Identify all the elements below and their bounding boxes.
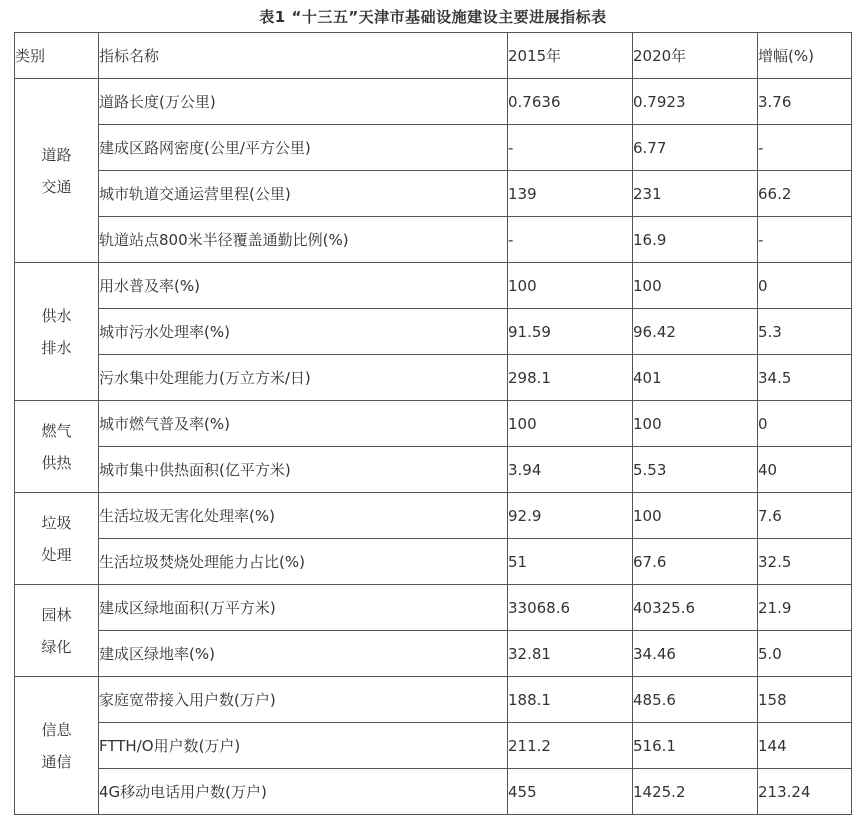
- value-2020-cell: 5.53: [633, 447, 758, 493]
- increase-cell: -: [758, 125, 852, 171]
- table-row: [15, 539, 852, 585]
- value-2015-cell: 298.1: [508, 355, 633, 401]
- indicator-name-cell: 城市集中供热面积(亿平方米): [99, 447, 508, 493]
- value-2020-cell: 401: [633, 355, 758, 401]
- indicator-name-cell: 城市轨道交通运营里程(公里): [99, 171, 508, 217]
- table-row: [15, 677, 852, 723]
- value-2015-cell: 188.1: [508, 677, 633, 723]
- value-2020-cell: 67.6: [633, 539, 758, 585]
- value-2015-cell: 100: [508, 401, 633, 447]
- increase-cell: 144: [758, 723, 852, 769]
- value-2020-cell: 96.42: [633, 309, 758, 355]
- table-row: [15, 769, 852, 815]
- increase-cell: -: [758, 217, 852, 263]
- header-indicator: 指标名称: [99, 33, 508, 79]
- category-cell: [15, 585, 99, 677]
- value-2015-cell: 0.7636: [508, 79, 633, 125]
- indicator-name-cell: 建成区路网密度(公里/平方公里): [99, 125, 508, 171]
- indicator-name-cell: 生活垃圾焚烧处理能力占比(%): [99, 539, 508, 585]
- value-2020-cell: 516.1: [633, 723, 758, 769]
- value-2020-cell: 16.9: [633, 217, 758, 263]
- header-row: [15, 33, 852, 79]
- value-2015-cell: -: [508, 125, 633, 171]
- increase-cell: 0: [758, 263, 852, 309]
- indicator-name-cell: 建成区绿地面积(万平方米): [99, 585, 508, 631]
- category-label: 供热: [41, 453, 72, 472]
- category-cell: [15, 263, 99, 401]
- table-row: [15, 631, 852, 677]
- indicator-name-cell: 城市污水处理率(%): [99, 309, 508, 355]
- table-row: [15, 263, 852, 309]
- indicator-name-cell: 污水集中处理能力(万立方米/日): [99, 355, 508, 401]
- value-2015-cell: 455: [508, 769, 633, 815]
- category-label: 交通: [41, 177, 72, 196]
- value-2015-cell: 33068.6: [508, 585, 633, 631]
- value-2015-cell: 51: [508, 539, 633, 585]
- increase-cell: 5.3: [758, 309, 852, 355]
- increase-cell: 5.0: [758, 631, 852, 677]
- value-2015-cell: -: [508, 217, 633, 263]
- increase-cell: 213.24: [758, 769, 852, 815]
- value-2015-cell: 32.81: [508, 631, 633, 677]
- table-row: [15, 585, 852, 631]
- category-label: 处理: [41, 545, 72, 564]
- table-body: [15, 33, 852, 815]
- value-2020-cell: 100: [633, 493, 758, 539]
- value-2020-cell: 6.77: [633, 125, 758, 171]
- table-row: [15, 217, 852, 263]
- header-increase: 增幅(%): [758, 33, 852, 79]
- value-2020-cell: 40325.6: [633, 585, 758, 631]
- category-cell: [15, 493, 99, 585]
- category-cell: [15, 401, 99, 493]
- indicator-name-cell: 家庭宽带接入用户数(万户): [99, 677, 508, 723]
- indicator-name-cell: 城市燃气普及率(%): [99, 401, 508, 447]
- category-label: 园林: [41, 605, 72, 624]
- increase-cell: 66.2: [758, 171, 852, 217]
- category-label: 道路: [41, 145, 72, 164]
- indicator-name-cell: 建成区绿地率(%): [99, 631, 508, 677]
- table-row: [15, 493, 852, 539]
- table-row: [15, 171, 852, 217]
- value-2015-cell: 92.9: [508, 493, 633, 539]
- table-row: [15, 447, 852, 493]
- value-2020-cell: 100: [633, 263, 758, 309]
- indicator-name-cell: 生活垃圾无害化处理率(%): [99, 493, 508, 539]
- value-2015-cell: 100: [508, 263, 633, 309]
- header-2015: 2015年: [508, 33, 633, 79]
- table-row: [15, 401, 852, 447]
- value-2015-cell: 3.94: [508, 447, 633, 493]
- value-2020-cell: 100: [633, 401, 758, 447]
- increase-cell: 40: [758, 447, 852, 493]
- value-2020-cell: 0.7923: [633, 79, 758, 125]
- table-row: [15, 723, 852, 769]
- category-label: 绿化: [41, 637, 72, 656]
- indicator-name-cell: 用水普及率(%): [99, 263, 508, 309]
- table-row: [15, 309, 852, 355]
- indicator-name-cell: 4G移动电话用户数(万户): [99, 769, 508, 815]
- table-caption: 表1 “十三五”天津市基础设施建设主要进展指标表: [259, 8, 607, 26]
- header-category: 类别: [15, 33, 99, 79]
- table-row: [15, 79, 852, 125]
- table-row: [15, 355, 852, 401]
- value-2020-cell: 34.46: [633, 631, 758, 677]
- value-2015-cell: 91.59: [508, 309, 633, 355]
- increase-cell: 7.6: [758, 493, 852, 539]
- category-label: 通信: [41, 752, 72, 771]
- value-2020-cell: 1425.2: [633, 769, 758, 815]
- increase-cell: 3.76: [758, 79, 852, 125]
- category-cell: [15, 79, 99, 263]
- indicator-table: [14, 32, 852, 815]
- header-2020: 2020年: [633, 33, 758, 79]
- value-2015-cell: 211.2: [508, 723, 633, 769]
- category-label: 排水: [41, 338, 72, 357]
- increase-cell: 0: [758, 401, 852, 447]
- category-label: 供水: [41, 306, 72, 325]
- value-2015-cell: 139: [508, 171, 633, 217]
- indicator-name-cell: FTTH/O用户数(万户): [99, 723, 508, 769]
- category-label: 垃圾: [41, 513, 72, 532]
- value-2020-cell: 231: [633, 171, 758, 217]
- increase-cell: 32.5: [758, 539, 852, 585]
- category-label: 燃气: [41, 421, 72, 440]
- value-2020-cell: 485.6: [633, 677, 758, 723]
- category-label: 信息: [41, 720, 72, 739]
- category-cell: [15, 677, 99, 815]
- table-row: [15, 125, 852, 171]
- increase-cell: 34.5: [758, 355, 852, 401]
- increase-cell: 21.9: [758, 585, 852, 631]
- increase-cell: 158: [758, 677, 852, 723]
- indicator-name-cell: 道路长度(万公里): [99, 79, 508, 125]
- indicator-name-cell: 轨道站点800米半径覆盖通勤比例(%): [99, 217, 508, 263]
